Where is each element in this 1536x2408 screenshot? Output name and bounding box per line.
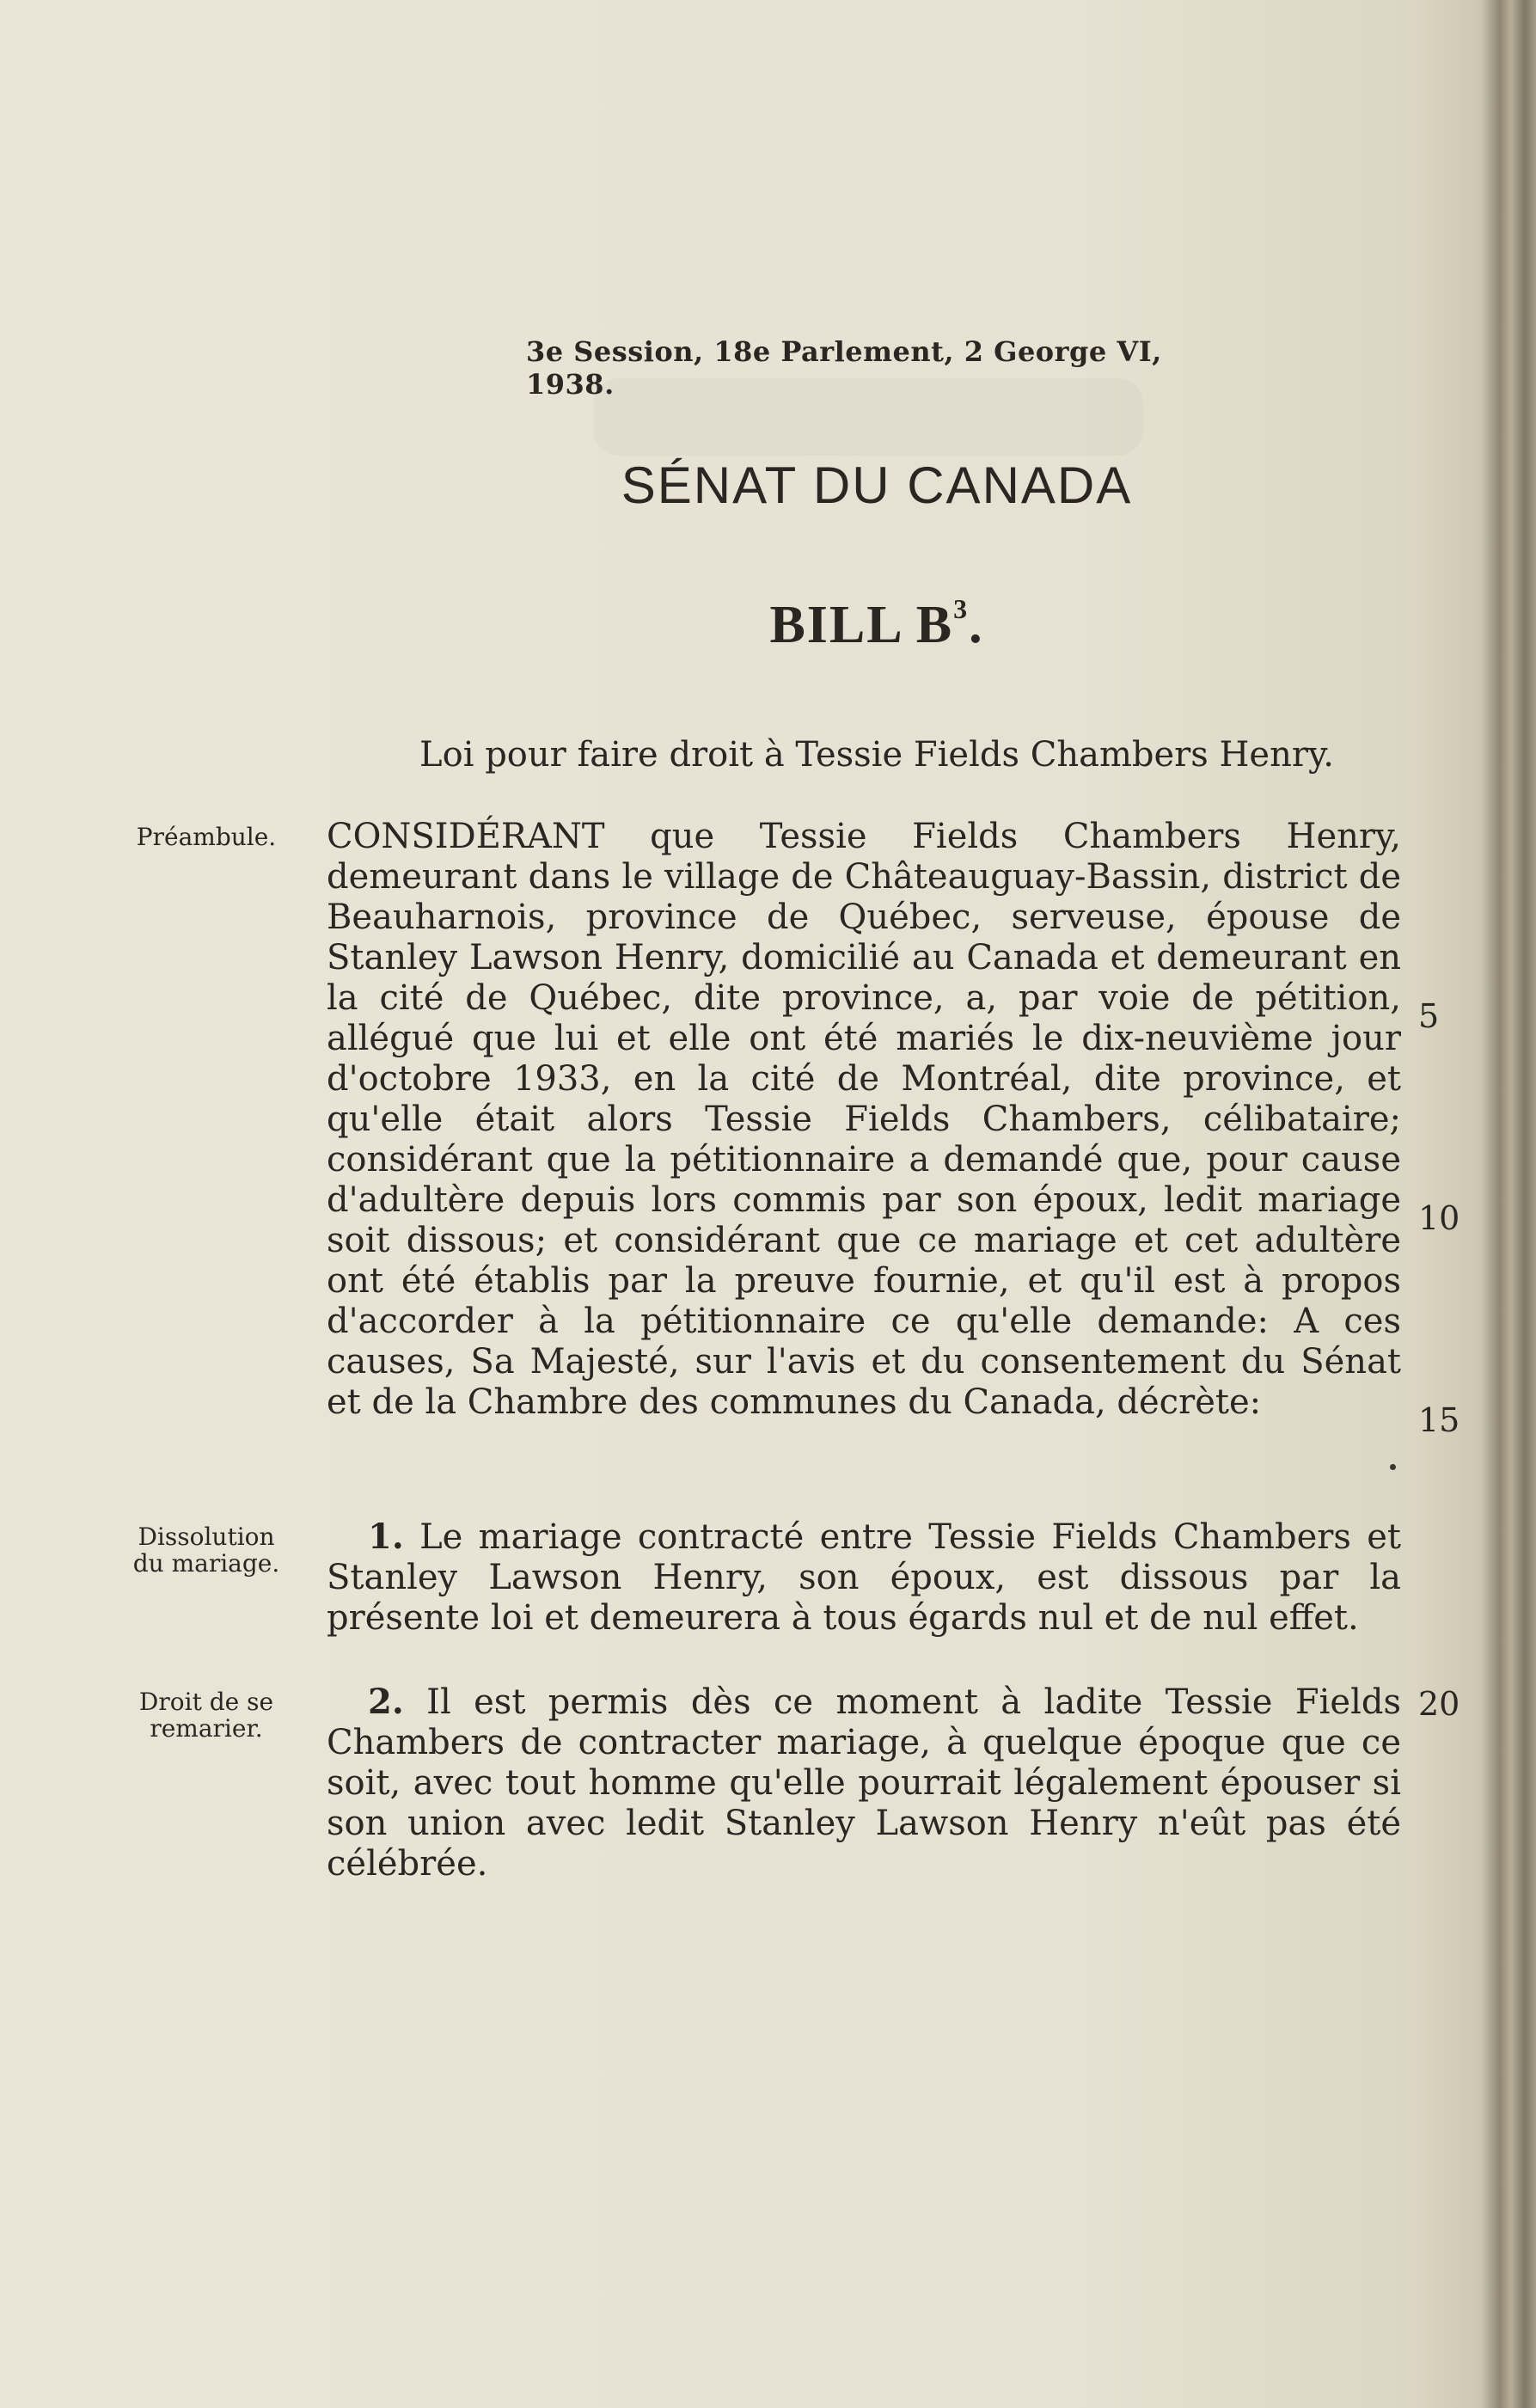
bill-label: BILL B: [769, 596, 954, 654]
line-number: 5: [1418, 997, 1440, 1035]
bill-subtitle: Loi pour faire droit à Tessie Fields Chambers Henry.: [419, 735, 1334, 775]
section-text: Il est permis dès ce moment à ladite Tessie Fields Chambers de contracter mariage, à quelque époque que ce soit, avec tout homme qu'elle pourrait légalement épouser si son union avec ledit Stanley Lawson Henry n'eût pas été célébrée.: [327, 1682, 1401, 1884]
bill-suffix: .: [969, 596, 984, 654]
margin-note-preamble: Préambule.: [136, 823, 277, 851]
section-text: Le mariage contracté entre Tessie Fields Chambers et Stanley Lawson Henry, son époux, est dissous par la présente loi et demeurera à tous égards nul et de nul effet.: [327, 1517, 1401, 1638]
preamble-text: CONSIDÉRANT que Tessie Fields Chambers Henry, demeurant dans le village de Châteauguay-Bassin, district de Beauharnois, province de Québec, serveuse, épouse de Stanley Lawson Henry, domicilié au Canada et demeurant en la cité de Québec, dite province, a, par voie de pétition, allégué que lui et elle ont été mariés le dix-neuvième jour d'octobre 1933, en la cité de Montréal, dite province, et qu'elle était alors Tessie Fields Chambers, célibataire; considérant que la pétitionnaire a demandé que, pour cause d'adultère depuis lors commis par son époux, ledit mariage soit dissous; et considérant que ce mariage et cet adultère ont été établis par la preuve fournie, et qu'il est à propos d'accorder à la pétitionnaire ce qu'elle demande: A ces causes, Sa Majesté, sur l'avis et du consentement du Sénat et de la Chambre des communes du Canada, décrète:: [327, 817, 1401, 1422]
section-number: 1.: [368, 1516, 404, 1557]
margin-note-dissolution: Dissolution du mariage.: [132, 1523, 280, 1578]
section-number: 2.: [368, 1682, 404, 1722]
section-1: [327, 1516, 1401, 1639]
margin-note-remarry: Droit de se remarier.: [138, 1688, 274, 1743]
section-2: [327, 1682, 1401, 1884]
session-header: 3e Session, 18e Parlement, 2 George VI, 1938.: [526, 335, 1162, 401]
margin-dot: [1390, 1464, 1396, 1470]
chamber-title: SÉNAT DU CANADA: [621, 456, 1133, 514]
line-number: 20: [1418, 1685, 1460, 1723]
bill-title: [327, 593, 1427, 656]
book-binding-edge: [1480, 0, 1536, 2408]
line-number: 15: [1418, 1401, 1460, 1439]
line-number: 10: [1418, 1199, 1460, 1237]
bill-superscript: 3: [953, 593, 970, 624]
